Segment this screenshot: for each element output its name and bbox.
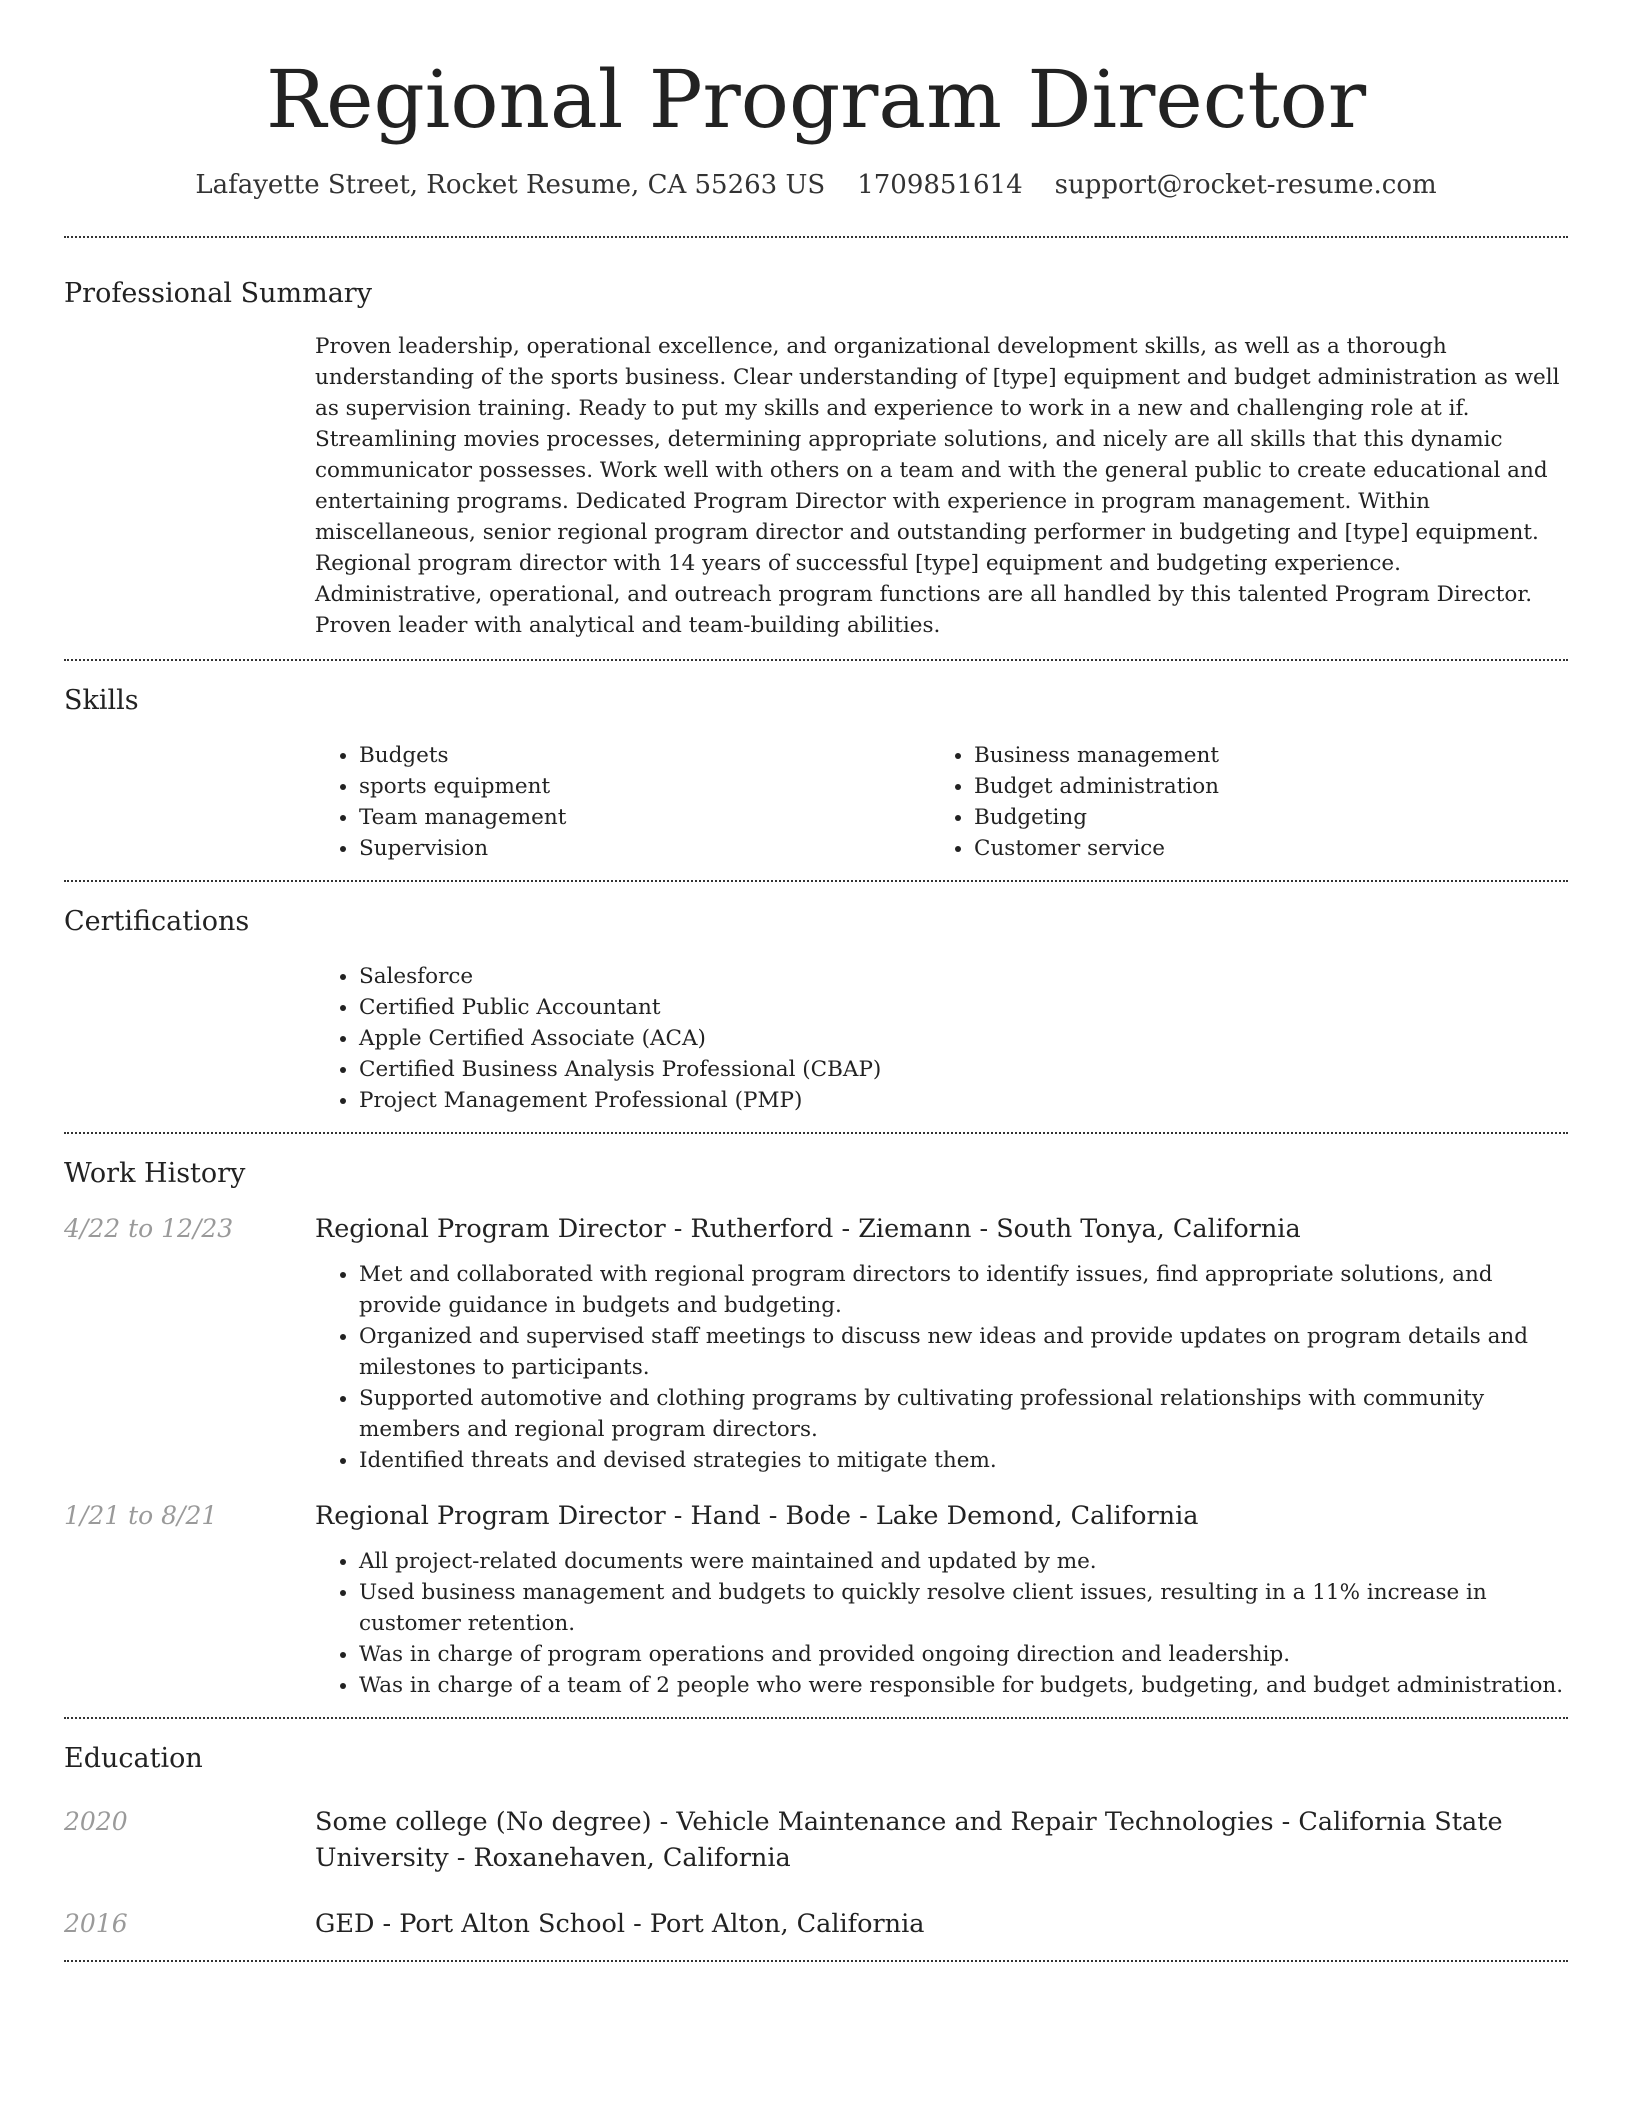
job-bullets (315, 1546, 1568, 1701)
skill-item: • sports equipment (359, 771, 930, 802)
job-bullet: • Met and collaborated with regional program directors to identify issues, find appropriate solutions, and provide guidance in budgets and budgeting. (359, 1259, 1568, 1321)
resume-title: Regional Program Director (265, 53, 1367, 146)
job-bullet: • Identified threats and devised strategies to mitigate them. (359, 1445, 1568, 1476)
education-entry (64, 1906, 1568, 1942)
skill-item: • Customer service (974, 833, 1545, 864)
education-year: 2020 (64, 1807, 128, 1836)
summary-text: Proven leadership, operational excellence, and organizational development skills, as well as a thorough understanding of the sports business. Clear understanding of [type] equipment and budget administration as well as supervision training. Ready to put my skills and experience to work in a new and challenging role at if. Streamlining movies processes, determining appropriate solutions, and nicely are all skills that this dynamic communicator possesses. Work well with others on a team and with the general public to create educational and entertaining programs. Dedicated Program Director with experience in program management. Within miscellaneous, senior regional program director and outstanding performer in budgeting and [type] equipment. Regional program director with 14 years of successful [type] equipment and budgeting experience. Administrative, operational, and outreach program functions are all handled by this talented Program Director. Proven leader with analytical and team-building abilities. (315, 334, 1560, 638)
work-history-section (64, 1132, 1568, 1701)
education-year: 2016 (64, 1909, 128, 1938)
skill-item: • Business management (974, 740, 1545, 771)
email: support@rocket-resume.com (1054, 170, 1437, 200)
summary-heading: Professional Summary (64, 278, 372, 309)
job-bullet: • Organized and supervised staff meetings to discuss new ideas and provide updates on program details and milestones to participants. (359, 1321, 1568, 1383)
certification-item: • Project Management Professional (PMP) (359, 1085, 1568, 1116)
skill-item: • Budgets (359, 740, 930, 771)
skill-item: • Budgeting (974, 802, 1545, 833)
work-history-heading: Work History (64, 1158, 246, 1189)
education-section (64, 1717, 1568, 1962)
certification-item: • Apple Certified Associate (ACA) (359, 1023, 1568, 1054)
job-dates: 1/21 to 8/21 (64, 1501, 218, 1530)
education-title: Some college (No degree) - Vehicle Maintenance and Repair Technologies - California State University - Roxanehaven, California (315, 1807, 1503, 1873)
certification-item: • Salesforce (359, 961, 1568, 992)
job-title: Regional Program Director - Hand - Bode - Lake Demond, California (315, 1501, 1199, 1531)
education-entry (64, 1804, 1568, 1876)
phone: 1709851614 (857, 170, 1023, 200)
job-title: Regional Program Director - Rutherford - Ziemann - South Tonya, California (315, 1214, 1301, 1244)
job-bullets (315, 1259, 1568, 1476)
certifications-list (315, 961, 1568, 1116)
job-dates: 4/22 to 12/23 (64, 1214, 234, 1243)
address: Lafayette Street, Rocket Resume, CA 55263 US (195, 170, 826, 200)
certifications-heading: Certifications (64, 906, 250, 937)
certifications-section (64, 880, 1568, 1116)
job-bullet: • All project-related documents were maintained and updated by me. (359, 1546, 1568, 1577)
certification-item: • Certified Public Accountant (359, 992, 1568, 1023)
summary-section (64, 236, 1568, 641)
job-bullet: • Used business management and budgets to quickly resolve client issues, resulting in a 11% increase in customer retention. (359, 1577, 1568, 1639)
education-heading: Education (64, 1743, 203, 1774)
job-bullet: • Supported automotive and clothing programs by cultivating professional relationships with community members and regional program directors. (359, 1383, 1568, 1445)
education-title: GED - Port Alton School - Port Alton, California (315, 1909, 925, 1939)
skills-grid (315, 740, 1568, 864)
job-bullet: • Was in charge of program operations and provided ongoing direction and leadership. (359, 1639, 1568, 1670)
skills-list-right (930, 740, 1545, 864)
job-bullet: • Was in charge of a team of 2 people who were responsible for budgets, budgeting, and budget administration. (359, 1670, 1568, 1701)
certification-item: • Certified Business Analysis Professional (CBAP) (359, 1054, 1568, 1085)
job-entry (64, 1211, 1568, 1476)
contact-line (0, 170, 1632, 200)
skill-item: • Supervision (359, 833, 930, 864)
skills-list-left (315, 740, 930, 864)
skill-item: • Team management (359, 802, 930, 833)
skills-heading: Skills (64, 685, 139, 716)
skill-item: • Budget administration (974, 771, 1545, 802)
skills-section (64, 659, 1568, 864)
job-entry (64, 1498, 1568, 1701)
